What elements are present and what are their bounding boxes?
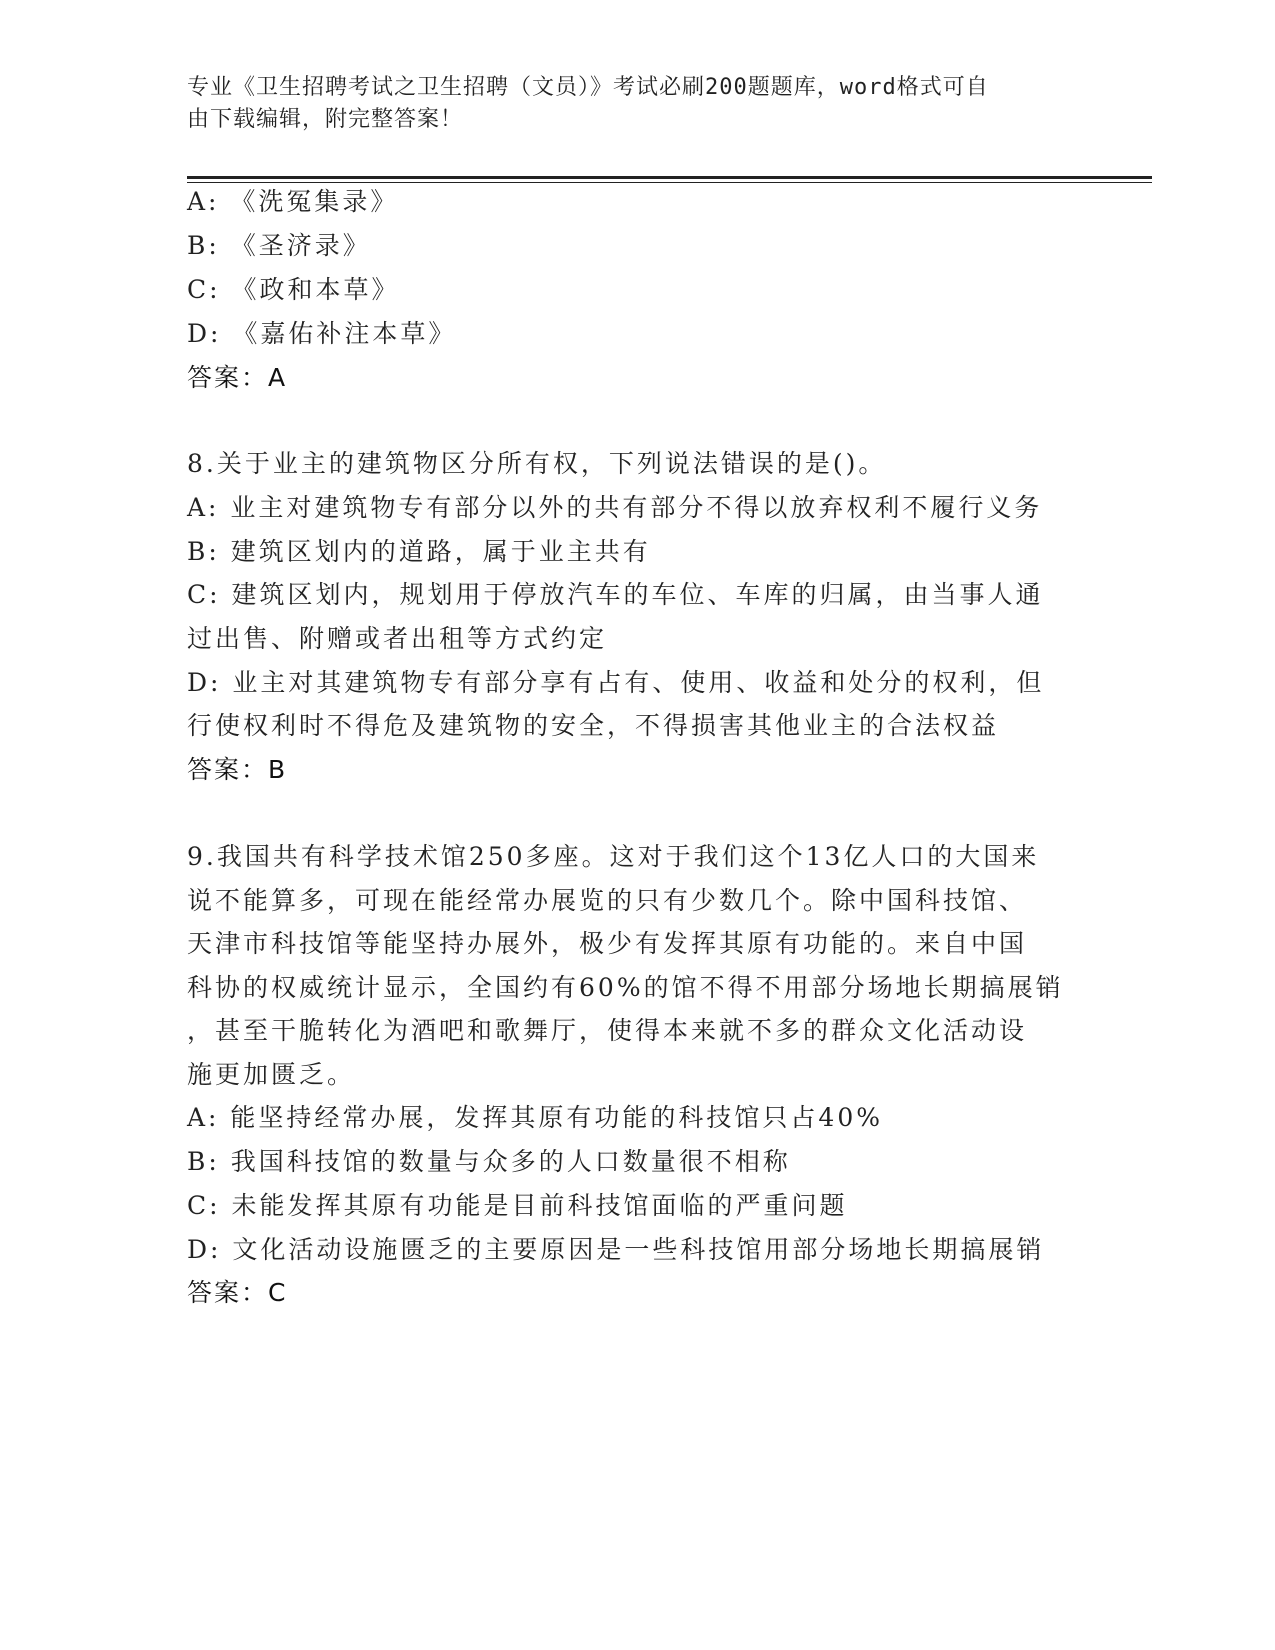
q8-answer: 答案：B — [187, 755, 288, 784]
header-line-2: 由下载编辑，附完整答案！ — [187, 107, 464, 132]
document-header — [187, 72, 1087, 136]
header-divider-thick — [187, 176, 1152, 179]
q9-stem-line-5: ，甚至干脆转化为酒吧和歌舞厅，使得本来就不多的群众文化活动设 — [187, 1016, 1028, 1045]
q8-option-a: A: 业主对建筑物专有部分以外的共有部分不得以放弃权利不履行义务 — [187, 493, 1043, 522]
q8-option-c-line-1: C: 建筑区划内，规划用于停放汽车的车位、车库的归属，由当事人通 — [187, 580, 1044, 609]
q9-stem-line-2: 说不能算多，可现在能经常办展览的只有少数几个。除中国科技馆、 — [187, 886, 1028, 915]
q7-option-b: B: 《圣济录》 — [187, 231, 371, 260]
q9-stem-line-3: 天津市科技馆等能坚持办展外，极少有发挥其原有功能的。来自中国 — [187, 929, 1028, 958]
header-divider-thin — [187, 182, 1152, 183]
q9-option-d: D: 文化活动设施匮乏的主要原因是一些科技馆用部分场地长期搞展销 — [187, 1235, 1045, 1264]
q9-option-b: B: 我国科技馆的数量与众多的人口数量很不相称 — [187, 1147, 791, 1176]
q7-option-a: A: 《洗冤集录》 — [187, 187, 399, 216]
q8-option-d-line-1: D: 业主对其建筑物专有部分享有占有、使用、收益和处分的权利，但 — [187, 668, 1045, 697]
q9-stem-line-1: 9.我国共有科学技术馆250多座。这对于我们这个13亿人口的大国来 — [187, 842, 1040, 871]
q8-option-c-line-2: 过出售、附赠或者出租等方式约定 — [187, 624, 608, 653]
q7-option-c: C: 《政和本草》 — [187, 275, 400, 304]
q9-option-c: C: 未能发挥其原有功能是目前科技馆面临的严重问题 — [187, 1191, 848, 1220]
q7-option-d: D: 《嘉佑补注本草》 — [187, 319, 457, 348]
q9-option-a: A: 能坚持经常办展，发挥其原有功能的科技馆只占40% — [187, 1103, 883, 1132]
header-line-1: 专业《卫生招聘考试之卫生招聘（文员）》考试必刷200题题库，word格式可自 — [187, 75, 989, 100]
q8-stem: 8.关于业主的建筑物区分所有权，下列说法错误的是()。 — [187, 449, 887, 478]
q9-answer: 答案：C — [187, 1278, 288, 1307]
q9-stem-line-6: 施更加匮乏。 — [187, 1060, 356, 1089]
q8-option-d-line-2: 行使权利时不得危及建筑物的安全，不得损害其他业主的合法权益 — [187, 711, 1000, 740]
q9-stem-line-4: 科协的权威统计显示，全国约有60%的馆不得不用部分场地长期搞展销 — [187, 973, 1064, 1002]
q8-option-b: B: 建筑区划内的道路，属于业主共有 — [187, 537, 651, 566]
q7-answer: 答案：A — [187, 363, 288, 392]
